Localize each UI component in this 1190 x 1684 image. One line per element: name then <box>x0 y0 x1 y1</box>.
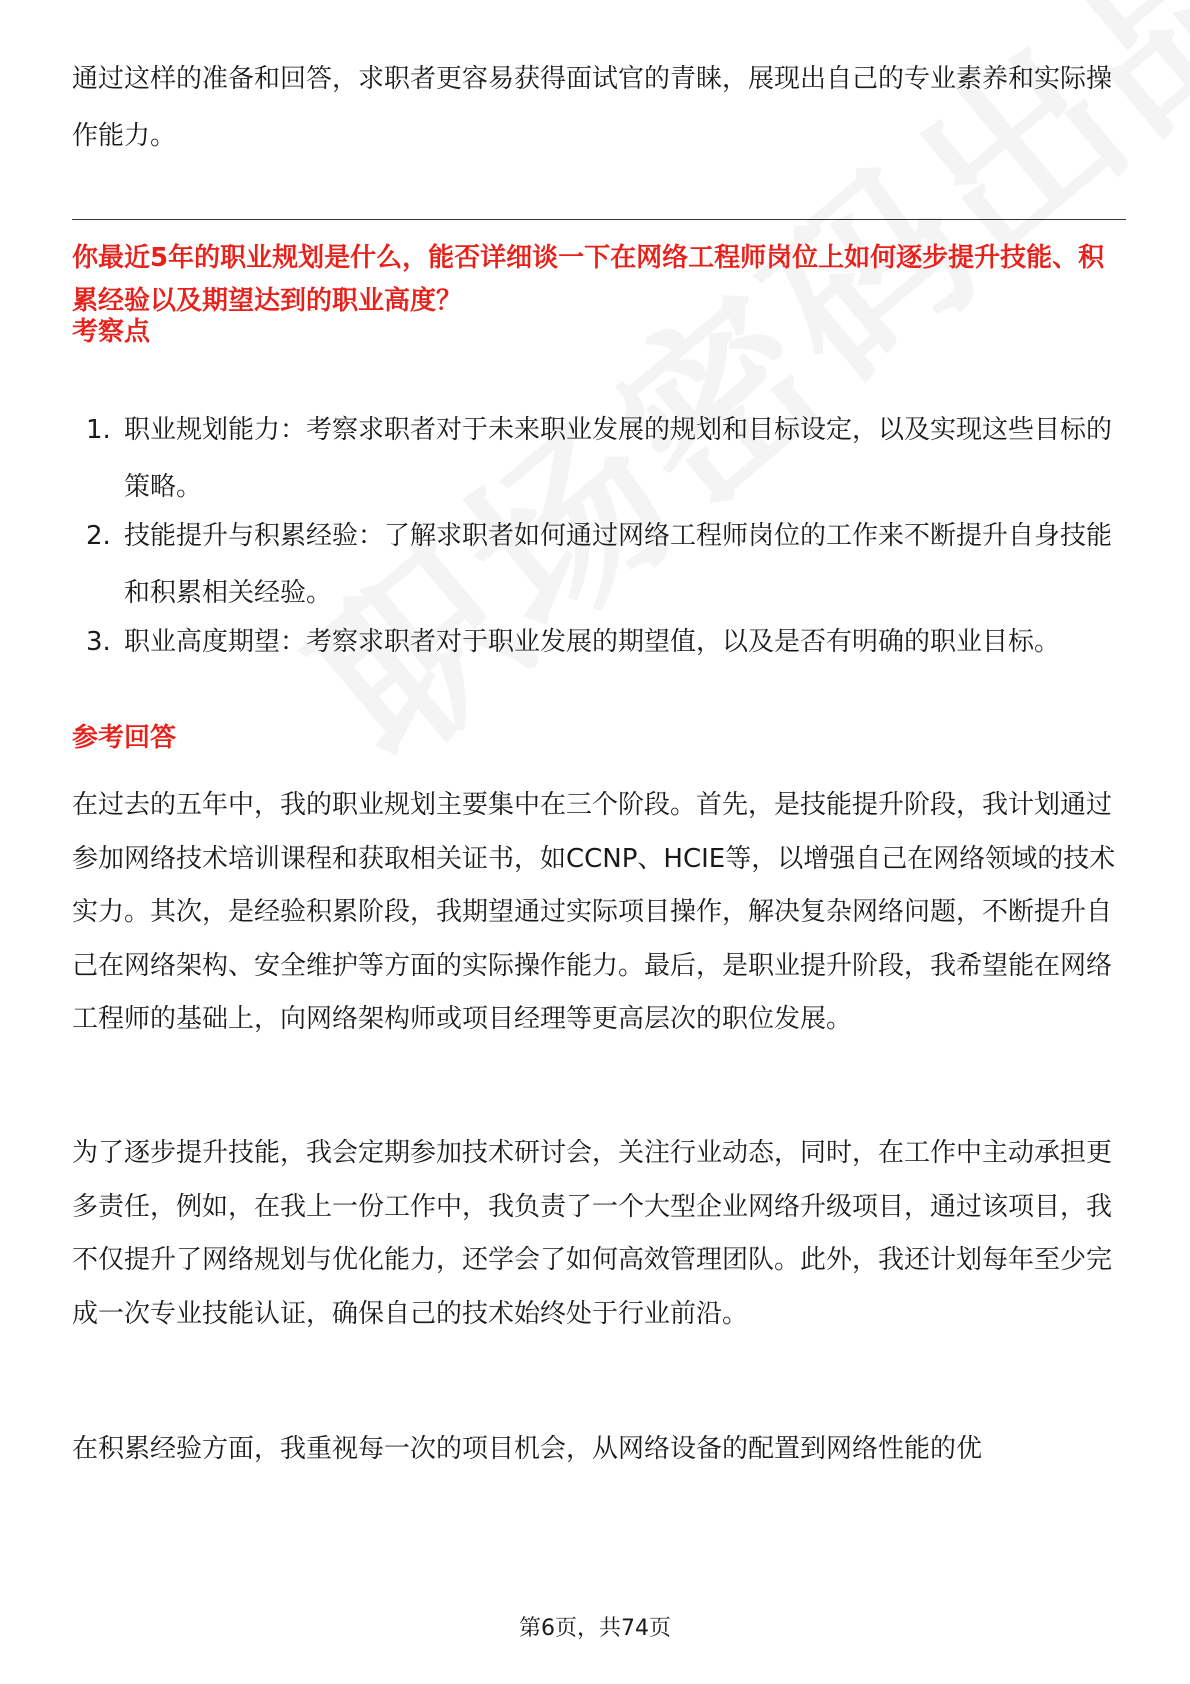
list-item-number: 2. <box>86 521 111 551</box>
list-item <box>72 614 1126 671</box>
answer-paragraph: 为了逐步提升技能，我会定期参加技术研讨会，关注行业动态，同时，在工作中主动承担更多责任，例如，在我上一份工作中，我负责了一个大型企业网络升级项目，通过该项目，我不仅提升了网络规划与优化能力，还学会了如何高效管理团队。此外，我还计划每年至少完成一次专业技能认证，确保自己的技术始终处于行业前沿。 <box>72 1138 1113 1329</box>
section-divider <box>72 219 1126 220</box>
list-item-number: 3. <box>86 627 111 657</box>
answer-heading: 参考回答 <box>72 723 177 753</box>
page-footer: 第6页，共74页 <box>519 1616 671 1641</box>
list-item-text: 技能提升与积累经验：了解求职者如何通过网络工程师岗位的工作来不断提升自身技能和积累相关经验。 <box>124 521 1113 608</box>
list-item <box>72 508 1126 622</box>
answer-paragraph: 在过去的五年中，我的职业规划主要集中在三个阶段。首先，是技能提升阶段，我计划通过参加网络技术培训课程和获取相关证书，如CCNP、HCIE等，以增强自己在网络领域的技术实力。其次，是经验积累阶段，我期望通过实际项目操作，解决复杂网络问题，不断提升自己在网络架构、安全维护等方面的实际操作能力。最后，是职业提升阶段，我希望能在网络工程师的基础上，向网络架构师或项目经理等更高层次的职位发展。 <box>72 790 1116 1034</box>
list-item <box>72 402 1126 516</box>
assessment-heading: 考察点 <box>72 317 151 347</box>
intro-paragraph: 通过这样的准备和回答，求职者更容易获得面试官的青睐，展现出自己的专业素养和实际操作能力。 <box>72 64 1113 151</box>
list-item-text: 职业高度期望：考察求职者对于职业发展的期望值，以及是否有明确的职业目标。 <box>124 627 1061 657</box>
answer-paragraph: 在积累经验方面，我重视每一次的项目机会，从网络设备的配置到网络性能的优 <box>72 1434 983 1464</box>
assessment-list <box>72 402 1126 671</box>
interview-question: 你最近5年的职业规划是什么，能否详细谈一下在网络工程师岗位上如何逐步提升技能、积累经验以及期望达到的职业高度？ <box>72 243 1105 316</box>
list-item-number: 1. <box>86 415 111 445</box>
list-item-text: 职业规划能力：考察求职者对于未来职业发展的规划和目标设定，以及实现这些目标的策略。 <box>124 415 1113 502</box>
